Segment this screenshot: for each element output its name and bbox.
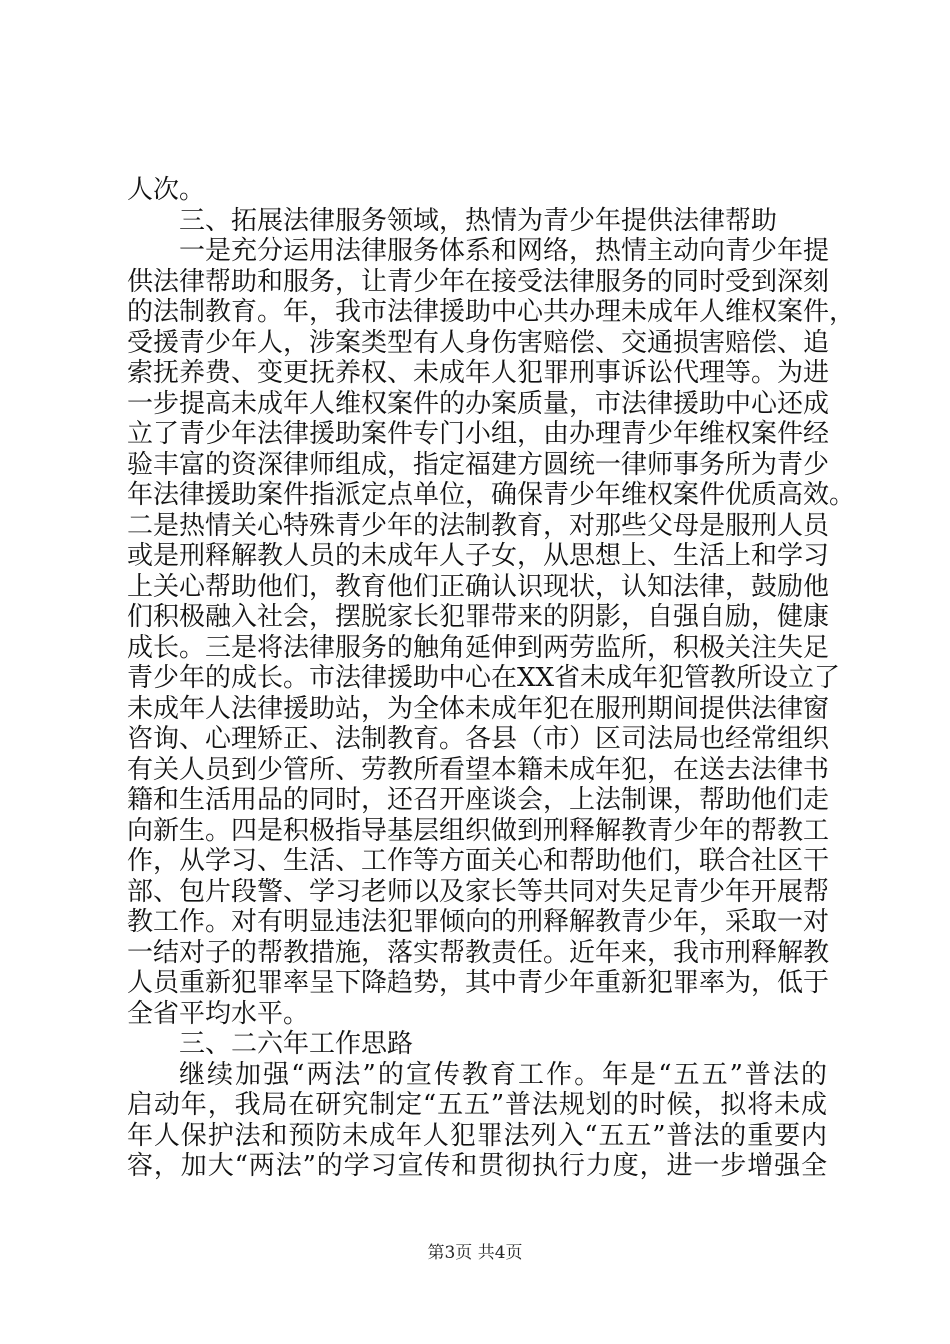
paragraph-line: 启动年，我局在研究制定“五五”普法规划的时候，拟将未成 xyxy=(127,1090,827,1120)
page-footer-page-number: 第3页 共4页 xyxy=(427,1243,523,1263)
document-body xyxy=(127,175,856,1182)
paragraph-line: 们积极融入社会，摆脱家长犯罪带来的阴影，自强自励，健康 xyxy=(127,602,830,632)
paragraph-line: 籍和生活用品的同时，还召开座谈会，上法制课，帮助他们走 xyxy=(127,785,830,815)
paragraph-line: 二是热情关心特殊青少年的法制教育，对那些父母是服刑人员 xyxy=(127,510,830,541)
paragraph-line: 教工作。对有明显违法犯罪倾向的刑释解教青少年，采取一对 xyxy=(127,907,830,937)
paragraph-line: 一结对子的帮教措施，落实帮教责任。近年来，我市刑释解教 xyxy=(127,937,830,968)
paragraph-line: 或是刑释解教人员的未成年人子女，从思想上、生活上和学习 xyxy=(127,541,830,571)
section-heading-work-plan: 三、二六年工作思路 xyxy=(179,1029,414,1059)
paragraph-line: 验丰富的资深律师组成，指定福建方圆统一律师事务所为青少 xyxy=(127,449,830,480)
paragraph-line: 继续加强“两法”的宣传教育工作。年是“五五”普法的 xyxy=(179,1059,827,1090)
section-heading-legal-services: 三、拓展法律服务领域，热情为青少年提供法律帮助 xyxy=(179,205,778,236)
paragraph-line: 有关人员到少管所、劳教所看望本籍未成年犯，在送去法律书 xyxy=(127,754,830,785)
paragraph-line: 年人保护法和预防未成年人犯罪法列入“五五”普法的重要内 xyxy=(127,1120,827,1151)
paragraph-line: 部、包片段警、学习老师以及家长等共同对失足青少年开展帮 xyxy=(127,876,830,907)
paragraph-line: 的法制教育。年，我市法律援助中心共办理未成年人维权案件， xyxy=(127,297,856,327)
paragraph-line: 青少年的成长。市法律援助中心在XX省未成年犯管教所设立了 xyxy=(127,663,841,693)
paragraph-line: 向新生。四是积极指导基层组织做到刑释解教青少年的帮教工 xyxy=(127,815,830,846)
paragraph-continuation-line: 人次。 xyxy=(127,175,206,205)
paragraph-line: 作，从学习、生活、工作等方面关心和帮助他们，联合社区干 xyxy=(127,846,830,876)
paragraph-line: 人员重新犯罪率呈下降趋势，其中青少年重新犯罪率为，低于 xyxy=(127,968,830,998)
paragraph-last-line: 全省平均水平。 xyxy=(127,998,310,1029)
paragraph-line: 供法律帮助和服务，让青少年在接受法律服务的同时受到深刻 xyxy=(127,266,830,297)
paragraph-line: 年法律援助案件指派定点单位，确保青少年维权案件优质高效。 xyxy=(127,480,856,510)
paragraph-line: 索抚养费、变更抚养权、未成年人犯罪刑事诉讼代理等。为进 xyxy=(127,358,830,388)
paragraph-line: 受援青少年人，涉案类型有人身伤害赔偿、交通损害赔偿、追 xyxy=(127,327,830,358)
paragraph-line: 一步提高未成年人维权案件的办案质量，市法律援助中心还成 xyxy=(127,388,830,419)
paragraph-line: 一是充分运用法律服务体系和网络，热情主动向青少年提 xyxy=(179,236,830,266)
paragraph-line: 成长。三是将法律服务的触角延伸到两劳监所，积极关注失足 xyxy=(127,632,830,663)
paragraph-line: 咨询、心理矫正、法制教育。各县（市）区司法局也经常组织 xyxy=(127,724,830,754)
paragraph-line: 容，加大“两法”的学习宣传和贯彻执行力度，进一步增强全 xyxy=(127,1151,827,1181)
paragraph-line: 上关心帮助他们，教育他们正确认识现状，认知法律，鼓励他 xyxy=(127,571,830,602)
paragraph-line: 未成年人法律援助站，为全体未成年犯在服刑期间提供法律窗 xyxy=(127,693,830,724)
paragraph-line: 立了青少年法律援助案件专门小组，由办理青少年维权案件经 xyxy=(127,419,830,449)
